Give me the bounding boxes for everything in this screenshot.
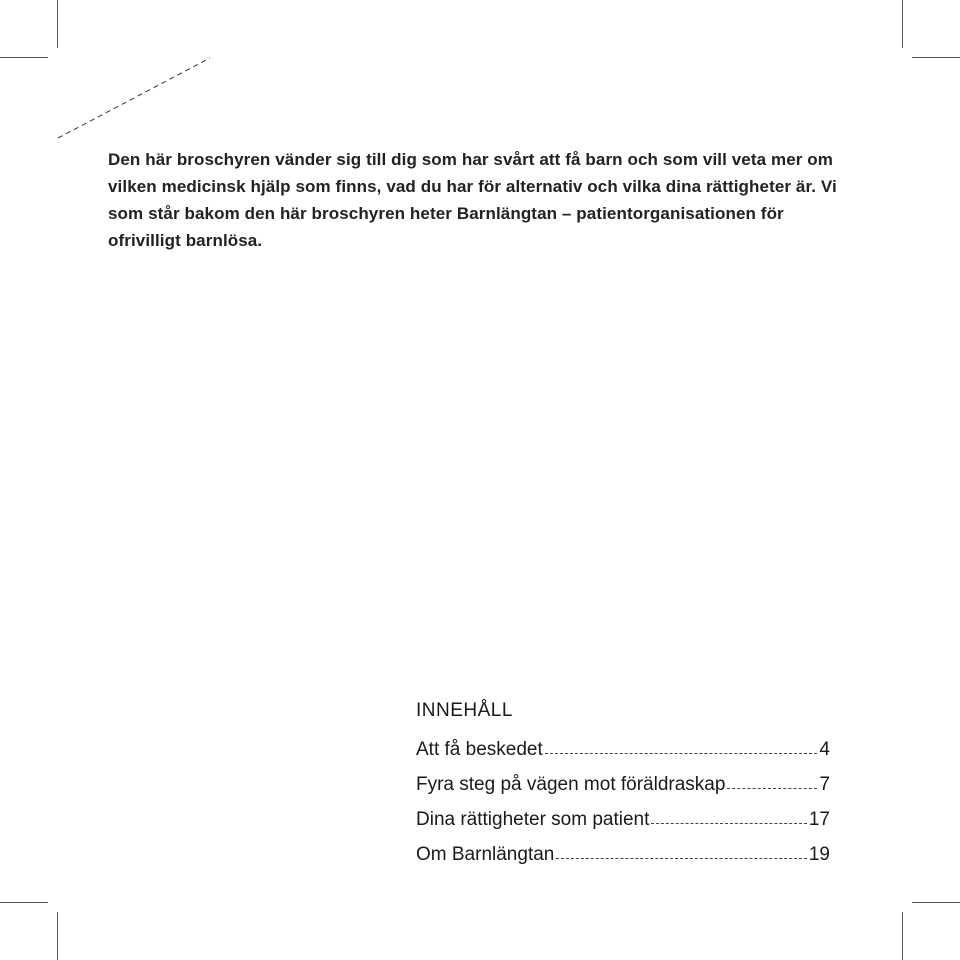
crop-mark-bottom-left-vertical xyxy=(57,912,58,960)
toc-heading: INNEHÅLL xyxy=(416,700,513,721)
intro-paragraph: Den här broschyren vänder sig till dig som har svårt att få barn och som vill veta mer om vilken medicinsk hjälp som finns, vad du har för alternativ och vilka dina rättigheter är. Vi som står bakom den här broschyren heter Barnlängtan – patientorganisationen för ofrivilligt barnlösa. xyxy=(108,150,837,250)
toc-item-leader xyxy=(651,823,806,824)
crop-mark-bottom-right-vertical xyxy=(902,912,903,960)
toc-item-page: 4 xyxy=(819,739,830,760)
toc-item[interactable] xyxy=(416,773,830,797)
crop-mark-top-right-vertical xyxy=(902,0,903,48)
toc-item-label: Fyra steg på vägen mot föräldraskap xyxy=(416,774,726,795)
toc-item-label: Dina rättigheter som patient xyxy=(416,809,650,830)
crop-mark-top-left-vertical xyxy=(57,0,58,48)
toc-item-leader xyxy=(545,753,818,754)
toc-item-label: Att få beskedet xyxy=(416,739,543,760)
toc-item-page: 17 xyxy=(808,809,830,830)
toc-item[interactable] xyxy=(416,843,830,867)
toc-item-label: Om Barnlängtan xyxy=(416,844,555,865)
crop-mark-bottom-right-horizontal xyxy=(912,902,960,903)
toc-item-page: 7 xyxy=(819,774,830,795)
crop-mark-bottom-left-horizontal xyxy=(0,902,48,903)
toc-item[interactable] xyxy=(416,808,830,832)
toc-item-page: 19 xyxy=(808,844,830,865)
table-of-contents xyxy=(416,696,830,878)
toc-item[interactable] xyxy=(416,738,830,762)
toc-item-leader xyxy=(556,858,807,859)
crop-mark-top-right-horizontal xyxy=(912,57,960,58)
toc-item-leader xyxy=(727,788,817,789)
crop-mark-top-left-horizontal xyxy=(0,57,48,58)
